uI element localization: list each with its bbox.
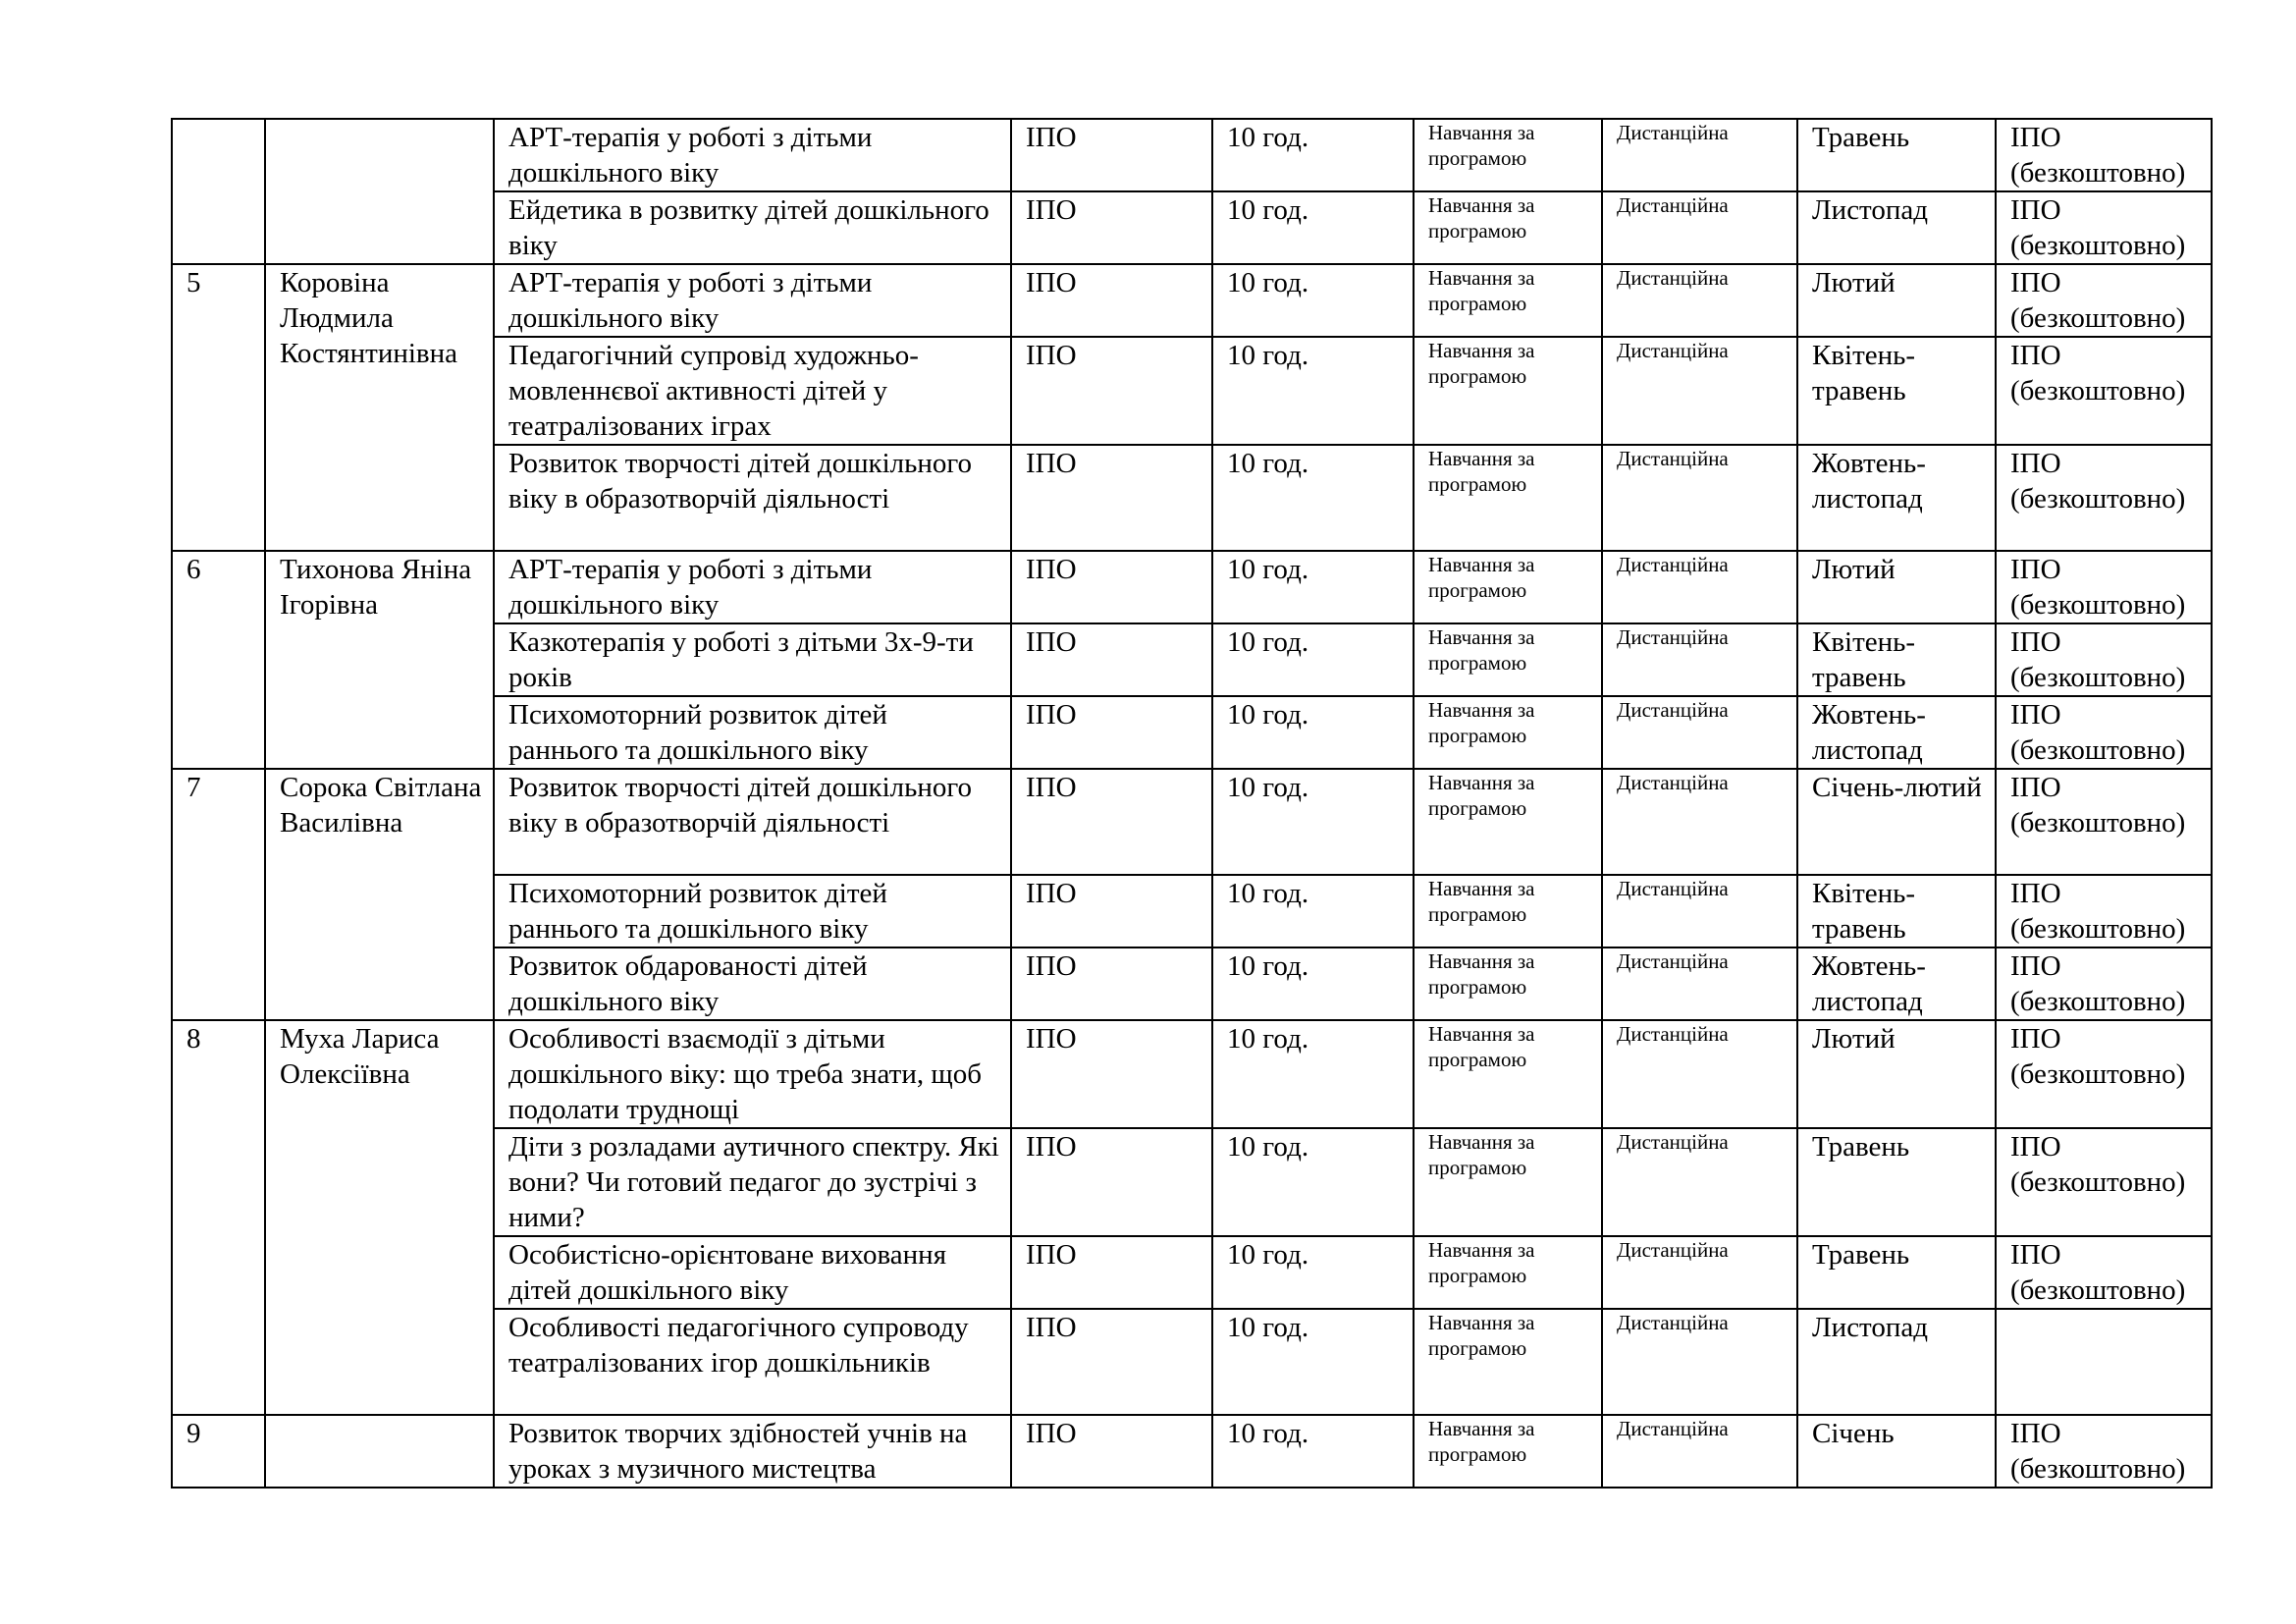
form-cell: Навчання за програмою [1414,445,1602,551]
teacher-name-cell: Тихонова Яніна Ігорівна [265,551,494,769]
payment-cell: ІПО (безкоштовно) [1996,551,2212,623]
hours-cell: 10 год. [1212,875,1414,947]
hours-cell: 10 год. [1212,1415,1414,1488]
month-cell: Лютий [1797,1020,1996,1128]
form-cell: Навчання за програмою [1414,769,1602,875]
mode-cell: Дистанційна [1602,1236,1797,1309]
hours-cell: 10 год. [1212,1128,1414,1236]
mode-cell: Дистанційна [1602,191,1797,264]
form-cell: Навчання за програмою [1414,1309,1602,1415]
payment-cell: ІПО (безкоштовно) [1996,119,2212,191]
form-cell: Навчання за програмою [1414,1415,1602,1488]
form-cell: Навчання за програмою [1414,1128,1602,1236]
institution-cell: ІПО [1011,1309,1212,1415]
institution-cell: ІПО [1011,769,1212,875]
payment-cell: ІПО (безкоштовно) [1996,445,2212,551]
institution-cell: ІПО [1011,191,1212,264]
hours-cell: 10 год. [1212,445,1414,551]
hours-cell: 10 год. [1212,947,1414,1020]
month-cell: Квітень-травень [1797,623,1996,696]
payment-cell: ІПО (безкоштовно) [1996,1020,2212,1128]
table-row [172,769,2212,875]
institution-cell: ІПО [1011,264,1212,337]
course-cell: Розвиток творчих здібностей учнів на уроках з музичного мистецтва [494,1415,1011,1488]
row-number-cell: 6 [172,551,265,769]
mode-cell: Дистанційна [1602,1128,1797,1236]
course-cell: Розвиток творчості дітей дошкільного віку в образотворчій діяльності [494,769,1011,875]
institution-cell: ІПО [1011,337,1212,445]
institution-cell: ІПО [1011,1128,1212,1236]
month-cell: Жовтень-листопад [1797,947,1996,1020]
form-cell: Навчання за програмою [1414,875,1602,947]
payment-cell: ІПО (безкоштовно) [1996,264,2212,337]
mode-cell: Дистанційна [1602,696,1797,769]
month-cell: Жовтень-листопад [1797,696,1996,769]
mode-cell: Дистанційна [1602,264,1797,337]
hours-cell: 10 год. [1212,191,1414,264]
teacher-name-cell: Сорока Світлана Василівна [265,769,494,1020]
form-cell: Навчання за програмою [1414,947,1602,1020]
table-row [172,1020,2212,1128]
form-cell: Навчання за програмою [1414,1020,1602,1128]
course-cell: АРТ-терапія у роботі з дітьми дошкільного віку [494,264,1011,337]
course-cell: Особистісно-орієнтоване виховання дітей дошкільного віку [494,1236,1011,1309]
payment-cell: ІПО (безкоштовно) [1996,1128,2212,1236]
hours-cell: 10 год. [1212,1236,1414,1309]
payment-cell: ІПО (безкоштовно) [1996,875,2212,947]
institution-cell: ІПО [1011,696,1212,769]
teacher-name-cell [265,1415,494,1488]
course-cell: Психомоторний розвиток дітей раннього та дошкільного віку [494,875,1011,947]
course-cell: Педагогічний супровід художньо-мовленнєвої активності дітей у театралізованих іграх [494,337,1011,445]
mode-cell: Дистанційна [1602,337,1797,445]
form-cell: Навчання за програмою [1414,119,1602,191]
mode-cell: Дистанційна [1602,769,1797,875]
month-cell: Лютий [1797,551,1996,623]
payment-cell [1996,1309,2212,1415]
mode-cell: Дистанційна [1602,875,1797,947]
month-cell: Жовтень-листопад [1797,445,1996,551]
payment-cell: ІПО (безкоштовно) [1996,191,2212,264]
institution-cell: ІПО [1011,947,1212,1020]
hours-cell: 10 год. [1212,1309,1414,1415]
month-cell: Травень [1797,119,1996,191]
table-row [172,1415,2212,1488]
institution-cell: ІПО [1011,623,1212,696]
mode-cell: Дистанційна [1602,1020,1797,1128]
institution-cell: ІПО [1011,551,1212,623]
form-cell: Навчання за програмою [1414,551,1602,623]
institution-cell: ІПО [1011,1236,1212,1309]
table-row [172,264,2212,337]
course-cell: Діти з розладами аутичного спектру. Які вони? Чи готовий педагог до зустрічі з ними? [494,1128,1011,1236]
table-row [172,119,2212,191]
form-cell: Навчання за програмою [1414,264,1602,337]
hours-cell: 10 год. [1212,551,1414,623]
hours-cell: 10 год. [1212,623,1414,696]
document-page [171,118,2211,1489]
month-cell: Лютий [1797,264,1996,337]
row-number-cell: 9 [172,1415,265,1488]
hours-cell: 10 год. [1212,769,1414,875]
institution-cell: ІПО [1011,119,1212,191]
mode-cell: Дистанційна [1602,623,1797,696]
form-cell: Навчання за програмою [1414,191,1602,264]
hours-cell: 10 год. [1212,696,1414,769]
course-cell: АРТ-терапія у роботі з дітьми дошкільного віку [494,551,1011,623]
mode-cell: Дистанційна [1602,445,1797,551]
table-row [172,551,2212,623]
month-cell: Травень [1797,1236,1996,1309]
teacher-name-cell [265,119,494,264]
course-cell: Особливості взаємодії з дітьми дошкільного віку: що треба знати, щоб подолати труднощі [494,1020,1011,1128]
form-cell: Навчання за програмою [1414,623,1602,696]
mode-cell: Дистанційна [1602,1309,1797,1415]
hours-cell: 10 год. [1212,1020,1414,1128]
institution-cell: ІПО [1011,1020,1212,1128]
course-cell: Розвиток обдарованості дітей дошкільного віку [494,947,1011,1020]
payment-cell: ІПО (безкоштовно) [1996,769,2212,875]
mode-cell: Дистанційна [1602,947,1797,1020]
mode-cell: Дистанційна [1602,119,1797,191]
course-cell: Ейдетика в розвитку дітей дошкільного віку [494,191,1011,264]
course-cell: Казкотерапія у роботі з дітьми 3х-9-ти років [494,623,1011,696]
institution-cell: ІПО [1011,875,1212,947]
course-cell: АРТ-терапія у роботі з дітьми дошкільного віку [494,119,1011,191]
institution-cell: ІПО [1011,445,1212,551]
month-cell: Травень [1797,1128,1996,1236]
hours-cell: 10 год. [1212,119,1414,191]
row-number-cell [172,119,265,264]
payment-cell: ІПО (безкоштовно) [1996,623,2212,696]
payment-cell: ІПО (безкоштовно) [1996,1415,2212,1488]
course-cell: Розвиток творчості дітей дошкільного віку в образотворчій діяльності [494,445,1011,551]
month-cell: Січень [1797,1415,1996,1488]
teacher-name-cell: Коровіна Людмила Костянтинівна [265,264,494,551]
institution-cell: ІПО [1011,1415,1212,1488]
payment-cell: ІПО (безкоштовно) [1996,337,2212,445]
payment-cell: ІПО (безкоштовно) [1996,947,2212,1020]
row-number-cell: 8 [172,1020,265,1415]
month-cell: Листопад [1797,191,1996,264]
mode-cell: Дистанційна [1602,1415,1797,1488]
teacher-name-cell: Муха Лариса Олексіївна [265,1020,494,1415]
mode-cell: Дистанційна [1602,551,1797,623]
payment-cell: ІПО (безкоштовно) [1996,1236,2212,1309]
row-number-cell: 7 [172,769,265,1020]
form-cell: Навчання за програмою [1414,337,1602,445]
hours-cell: 10 год. [1212,337,1414,445]
form-cell: Навчання за програмою [1414,1236,1602,1309]
hours-cell: 10 год. [1212,264,1414,337]
course-cell: Психомоторний розвиток дітей раннього та дошкільного віку [494,696,1011,769]
form-cell: Навчання за програмою [1414,696,1602,769]
training-schedule-table [171,118,2213,1489]
month-cell: Квітень-травень [1797,875,1996,947]
month-cell: Листопад [1797,1309,1996,1415]
row-number-cell: 5 [172,264,265,551]
course-cell: Особливості педагогічного супроводу театралізованих ігор дошкільників [494,1309,1011,1415]
month-cell: Квітень-травень [1797,337,1996,445]
payment-cell: ІПО (безкоштовно) [1996,696,2212,769]
month-cell: Січень-лютий [1797,769,1996,875]
